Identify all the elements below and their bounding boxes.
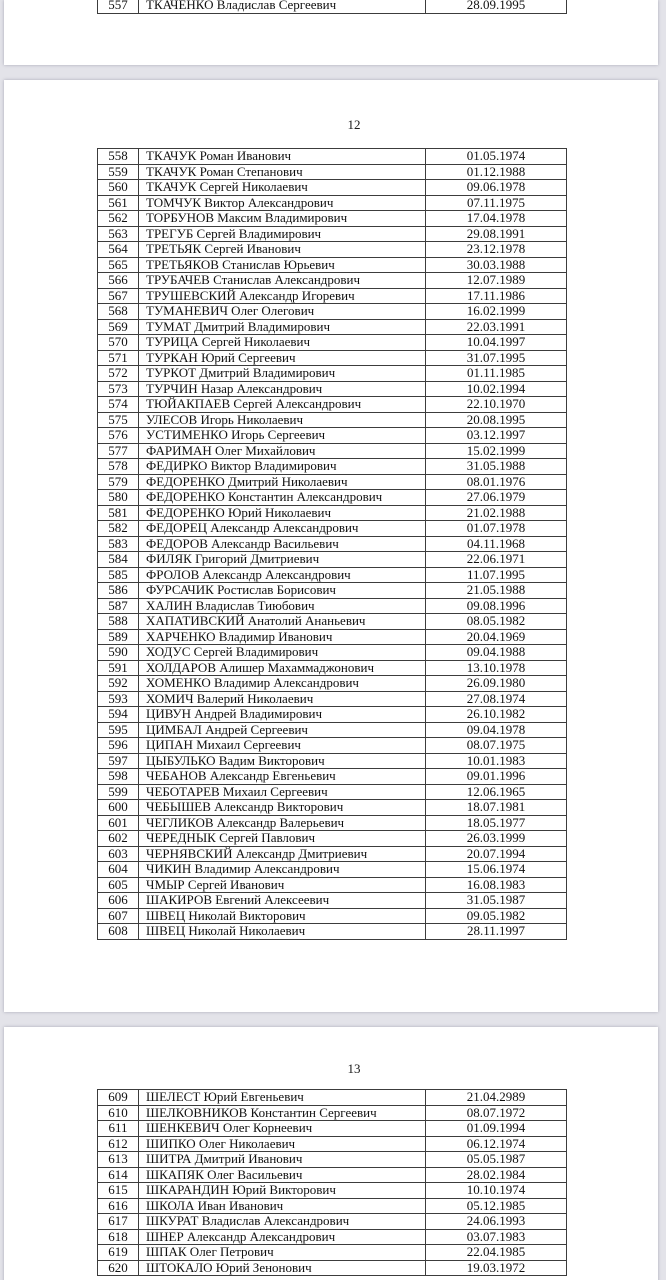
cell-number: 586 [98, 583, 139, 599]
table-row [98, 428, 567, 444]
table-row [98, 474, 567, 490]
cell-name: ТРЕГУБ Сергей Владимирович [139, 226, 426, 242]
cell-birthdate: 08.05.1982 [426, 614, 567, 630]
table-row [98, 1090, 567, 1106]
cell-birthdate: 13.10.1978 [426, 660, 567, 676]
cell-number: 579 [98, 474, 139, 490]
cell-number: 580 [98, 490, 139, 506]
cell-number: 569 [98, 319, 139, 335]
cell-number: 608 [98, 924, 139, 940]
table-row [98, 660, 567, 676]
table-row [98, 629, 567, 645]
table-row [98, 769, 567, 785]
table-row [98, 0, 567, 13]
cell-birthdate: 21.02.1988 [426, 505, 567, 521]
table-row [98, 1198, 567, 1214]
table-row [98, 1167, 567, 1183]
cell-name: ФУРСАЧИК Ростислав Борисович [139, 583, 426, 599]
cell-number: 570 [98, 335, 139, 351]
cell-name: ФЕДОРЕНКО Дмитрий Николаевич [139, 474, 426, 490]
cell-number: 574 [98, 397, 139, 413]
cell-name: ТУРЧИН Назар Александрович [139, 381, 426, 397]
cell-birthdate: 19.03.1972 [426, 1260, 567, 1276]
table-row [98, 924, 567, 940]
page-number: 12 [347, 117, 361, 132]
table-row [98, 1152, 567, 1168]
table-row [98, 536, 567, 552]
cell-name: ФЕДОРОВ Александр Васильевич [139, 536, 426, 552]
cell-birthdate: 26.10.1982 [426, 707, 567, 723]
cell-birthdate: 09.04.1988 [426, 645, 567, 661]
table-row [98, 397, 567, 413]
table-row [98, 908, 567, 924]
cell-name: ТОРБУНОВ Максим Владимирович [139, 211, 426, 227]
cell-name: ЦИПАН Михаил Сергеевич [139, 738, 426, 754]
cell-name: ЧЕБАНОВ Александр Евгеньевич [139, 769, 426, 785]
cell-birthdate: 26.03.1999 [426, 831, 567, 847]
table-row [98, 722, 567, 738]
table-row [98, 288, 567, 304]
cell-number: 613 [98, 1152, 139, 1168]
table-row [98, 753, 567, 769]
cell-name: ТУМАНЕВИЧ Олег Олегович [139, 304, 426, 320]
cell-number: 589 [98, 629, 139, 645]
cell-name: ШЕЛКОВНИКОВ Константин Сергеевич [139, 1105, 426, 1121]
document-page-13 [4, 1027, 658, 1280]
table-row [98, 319, 567, 335]
cell-number: 590 [98, 645, 139, 661]
table-row [98, 304, 567, 320]
table-row [98, 149, 567, 165]
cell-birthdate: 09.04.1978 [426, 722, 567, 738]
table-row [98, 800, 567, 816]
cell-name: ШНЕР Александр Александрович [139, 1229, 426, 1245]
cell-birthdate: 07.11.1975 [426, 195, 567, 211]
cell-number: 620 [98, 1260, 139, 1276]
cell-number: 611 [98, 1121, 139, 1137]
cell-number: 566 [98, 273, 139, 289]
cell-number: 585 [98, 567, 139, 583]
table-row [98, 505, 567, 521]
cell-number: 599 [98, 784, 139, 800]
cell-name: ШИТРА Дмитрий Иванович [139, 1152, 426, 1168]
cell-number: 593 [98, 691, 139, 707]
cell-birthdate: 15.02.1999 [426, 443, 567, 459]
cell-name: ФЕДОРЕЦ Александр Александрович [139, 521, 426, 537]
cell-birthdate: 22.10.1970 [426, 397, 567, 413]
cell-name: ШКАПЯК Олег Васильевич [139, 1167, 426, 1183]
table-row [98, 846, 567, 862]
cell-birthdate: 24.06.1993 [426, 1214, 567, 1230]
cell-number: 588 [98, 614, 139, 630]
cell-name: ЦЫБУЛЬКО Вадим Викторович [139, 753, 426, 769]
cell-name: ТЮЙАКПАЕВ Сергей Александрович [139, 397, 426, 413]
table-row [98, 273, 567, 289]
table-row [98, 815, 567, 831]
table-row [98, 676, 567, 692]
table-row [98, 412, 567, 428]
cell-name: ШКАРАНДИН Юрий Викторович [139, 1183, 426, 1199]
cell-birthdate: 11.07.1995 [426, 567, 567, 583]
cell-name: ХОЛДАРОВ Алишер Махаммаджонович [139, 660, 426, 676]
cell-name: ТКАЧУК Роман Степанович [139, 164, 426, 180]
cell-birthdate: 10.10.1974 [426, 1183, 567, 1199]
table-row [98, 242, 567, 258]
cell-number: 587 [98, 598, 139, 614]
cell-name: ЧЕГЛИКОВ Александр Валерьевич [139, 815, 426, 831]
table-row [98, 335, 567, 351]
cell-number: 559 [98, 164, 139, 180]
cell-birthdate: 30.03.1988 [426, 257, 567, 273]
table-row [98, 893, 567, 909]
table-row [98, 831, 567, 847]
document-page-12 [4, 80, 658, 1012]
table-row [98, 1183, 567, 1199]
cell-birthdate: 01.09.1994 [426, 1121, 567, 1137]
cell-birthdate: 17.04.1978 [426, 211, 567, 227]
cell-name: ЧМЫР Сергей Иванович [139, 877, 426, 893]
cell-name: ФИЛЯК Григорий Дмитриевич [139, 552, 426, 568]
table-row [98, 490, 567, 506]
cell-birthdate: 12.07.1989 [426, 273, 567, 289]
cell-number: 572 [98, 366, 139, 382]
cell-birthdate: 26.09.1980 [426, 676, 567, 692]
cell-name: УСТИМЕНКО Игорь Сергеевич [139, 428, 426, 444]
cell-number: 571 [98, 350, 139, 366]
page-number: 13 [347, 1061, 361, 1076]
cell-name: ТРУШЕВСКИЙ Александр Игоревич [139, 288, 426, 304]
cell-birthdate: 27.08.1974 [426, 691, 567, 707]
cell-birthdate: 18.07.1981 [426, 800, 567, 816]
cell-number: 578 [98, 459, 139, 475]
cell-number: 575 [98, 412, 139, 428]
cell-birthdate: 01.12.1988 [426, 164, 567, 180]
table-row [98, 598, 567, 614]
cell-birthdate: 09.06.1978 [426, 180, 567, 196]
cell-birthdate: 18.05.1977 [426, 815, 567, 831]
cell-number: 609 [98, 1090, 139, 1106]
cell-birthdate: 31.07.1995 [426, 350, 567, 366]
cell-number: 561 [98, 195, 139, 211]
cell-number: 591 [98, 660, 139, 676]
cell-name: ХАПАТИВСКИЙ Анатолий Ананьевич [139, 614, 426, 630]
cell-number: 581 [98, 505, 139, 521]
cell-birthdate: 31.05.1987 [426, 893, 567, 909]
cell-number: 597 [98, 753, 139, 769]
cell-birthdate: 21.05.1988 [426, 583, 567, 599]
table-row [98, 164, 567, 180]
cell-name: ФАРИМАН Олег Михайлович [139, 443, 426, 459]
cell-number: 565 [98, 257, 139, 273]
cell-name: ХАРЧЕНКО Владимир Иванович [139, 629, 426, 645]
cell-birthdate: 08.07.1975 [426, 738, 567, 754]
cell-name: ШВЕЦ Николай Викторович [139, 908, 426, 924]
cell-birthdate: 03.07.1983 [426, 1229, 567, 1245]
cell-birthdate: 09.05.1982 [426, 908, 567, 924]
cell-name: ШАКИРОВ Евгений Алексеевич [139, 893, 426, 909]
cell-name: ЧЕРЕДНЫК Сергей Павлович [139, 831, 426, 847]
table-row [98, 1260, 567, 1276]
cell-birthdate: 28.02.1984 [426, 1167, 567, 1183]
cell-number: 607 [98, 908, 139, 924]
table-row [98, 583, 567, 599]
cell-birthdate: 09.01.1996 [426, 769, 567, 785]
cell-birthdate: 05.12.1985 [426, 1198, 567, 1214]
cell-number: 558 [98, 149, 139, 165]
cell-name: ТРЕТЬЯК Сергей Иванович [139, 242, 426, 258]
cell-birthdate: 20.04.1969 [426, 629, 567, 645]
table-row [98, 211, 567, 227]
table-row [98, 257, 567, 273]
cell-number: 618 [98, 1229, 139, 1245]
table-row [98, 350, 567, 366]
cell-number: 562 [98, 211, 139, 227]
cell-number: 583 [98, 536, 139, 552]
cell-number: 617 [98, 1214, 139, 1230]
cell-number: 605 [98, 877, 139, 893]
cell-name: ХОДУС Сергей Владимирович [139, 645, 426, 661]
cell-birthdate: 01.05.1974 [426, 149, 567, 165]
cell-birthdate: 10.04.1997 [426, 335, 567, 351]
cell-birthdate: 01.11.1985 [426, 366, 567, 382]
cell-birthdate: 12.06.1965 [426, 784, 567, 800]
table-row [98, 691, 567, 707]
cell-name: ХАЛИН Владислав Тиюбович [139, 598, 426, 614]
table-row [98, 645, 567, 661]
cell-birthdate: 28.11.1997 [426, 924, 567, 940]
cell-birthdate: 27.06.1979 [426, 490, 567, 506]
cell-number: 568 [98, 304, 139, 320]
cell-number: 610 [98, 1105, 139, 1121]
cell-birthdate: 21.04.2989 [426, 1090, 567, 1106]
cell-name: ШИПКО Олег Николаевич [139, 1136, 426, 1152]
cell-name: ТУМАТ Дмитрий Владимирович [139, 319, 426, 335]
table-row [98, 1229, 567, 1245]
table-row [98, 552, 567, 568]
cell-name: ХОМИЧ Валерий Николаевич [139, 691, 426, 707]
cell-name: УЛЕСОВ Игорь Николаевич [139, 412, 426, 428]
cell-birthdate: 22.06.1971 [426, 552, 567, 568]
cell-birthdate: 29.08.1991 [426, 226, 567, 242]
cell-number: 614 [98, 1167, 139, 1183]
document-page-partial [4, 0, 658, 65]
table-row [98, 443, 567, 459]
roster-table [97, 0, 567, 14]
table-row [98, 381, 567, 397]
cell-name: ТРЕТЬЯКОВ Станислав Юрьевич [139, 257, 426, 273]
cell-birthdate: 20.08.1995 [426, 412, 567, 428]
cell-birthdate: 03.12.1997 [426, 428, 567, 444]
cell-name: ТУРКАН Юрий Сергеевич [139, 350, 426, 366]
cell-name: ЧЕРНЯВСКИЙ Александр Дмитриевич [139, 846, 426, 862]
table-row [98, 707, 567, 723]
cell-birthdate: 09.08.1996 [426, 598, 567, 614]
table-row [98, 614, 567, 630]
cell-birthdate: 05.05.1987 [426, 1152, 567, 1168]
cell-number: 604 [98, 862, 139, 878]
cell-birthdate: 16.02.1999 [426, 304, 567, 320]
table-row [98, 521, 567, 537]
table-row [98, 195, 567, 211]
table-row [98, 226, 567, 242]
cell-birthdate: 22.04.1985 [426, 1245, 567, 1261]
cell-name: ФЕДОРЕНКО Юрий Николаевич [139, 505, 426, 521]
cell-name: ТУРИЦА Сергей Николаевич [139, 335, 426, 351]
cell-name: ШКОЛА Иван Иванович [139, 1198, 426, 1214]
cell-birthdate: 20.07.1994 [426, 846, 567, 862]
cell-number: 595 [98, 722, 139, 738]
cell-birthdate: 16.08.1983 [426, 877, 567, 893]
cell-number: 619 [98, 1245, 139, 1261]
cell-number: 584 [98, 552, 139, 568]
table-row [98, 862, 567, 878]
roster-table [97, 1089, 567, 1276]
cell-name: ТКАЧЕНКО Владислав Сергеевич [139, 0, 426, 13]
cell-birthdate: 10.02.1994 [426, 381, 567, 397]
cell-number: 600 [98, 800, 139, 816]
cell-number: 560 [98, 180, 139, 196]
cell-name: ШТОКАЛО Юрий Зенонович [139, 1260, 426, 1276]
cell-number: 594 [98, 707, 139, 723]
cell-name: ШЕЛЕСТ Юрий Евгеньевич [139, 1090, 426, 1106]
cell-name: ШВЕЦ Николай Николаевич [139, 924, 426, 940]
table-row [98, 877, 567, 893]
cell-number: 592 [98, 676, 139, 692]
cell-birthdate: 17.11.1986 [426, 288, 567, 304]
cell-name: ФЕДОРЕНКО Константин Александрович [139, 490, 426, 506]
cell-birthdate: 23.12.1978 [426, 242, 567, 258]
cell-name: ЧЕБОТАРЕВ Михаил Сергеевич [139, 784, 426, 800]
cell-number: 601 [98, 815, 139, 831]
cell-name: ТКАЧУК Роман Иванович [139, 149, 426, 165]
cell-name: ХОМЕНКО Владимир Александрович [139, 676, 426, 692]
table-row [98, 180, 567, 196]
cell-name: ФРОЛОВ Александр Александрович [139, 567, 426, 583]
cell-birthdate: 01.07.1978 [426, 521, 567, 537]
cell-number: 557 [98, 0, 139, 13]
cell-number: 603 [98, 846, 139, 862]
table-row [98, 366, 567, 382]
cell-birthdate: 31.05.1988 [426, 459, 567, 475]
table-row [98, 738, 567, 754]
cell-name: ШКУРАТ Владислав Александрович [139, 1214, 426, 1230]
table-row [98, 784, 567, 800]
cell-birthdate: 08.01.1976 [426, 474, 567, 490]
table-row [98, 1105, 567, 1121]
cell-name: ШПАК Олег Петрович [139, 1245, 426, 1261]
cell-number: 567 [98, 288, 139, 304]
cell-name: ЦИВУН Андрей Владимирович [139, 707, 426, 723]
cell-birthdate: 15.06.1974 [426, 862, 567, 878]
cell-number: 616 [98, 1198, 139, 1214]
cell-number: 598 [98, 769, 139, 785]
cell-name: ШЕНКЕВИЧ Олег Корнеевич [139, 1121, 426, 1137]
cell-name: ЧИКИН Владимир Александрович [139, 862, 426, 878]
table-row [98, 567, 567, 583]
table-row [98, 1136, 567, 1152]
cell-number: 573 [98, 381, 139, 397]
cell-name: ТУРКОТ Дмитрий Владимирович [139, 366, 426, 382]
cell-name: ТОМЧУК Виктор Александрович [139, 195, 426, 211]
cell-number: 576 [98, 428, 139, 444]
cell-name: ТКАЧУК Сергей Николаевич [139, 180, 426, 196]
cell-birthdate: 10.01.1983 [426, 753, 567, 769]
roster-table [97, 148, 567, 940]
cell-number: 602 [98, 831, 139, 847]
cell-birthdate: 08.07.1972 [426, 1105, 567, 1121]
cell-number: 615 [98, 1183, 139, 1199]
cell-name: ЦИМБАЛ Андрей Сергеевич [139, 722, 426, 738]
cell-birthdate: 04.11.1968 [426, 536, 567, 552]
cell-birthdate: 06.12.1974 [426, 1136, 567, 1152]
cell-number: 564 [98, 242, 139, 258]
cell-name: ТРУБАЧЕВ Станислав Александрович [139, 273, 426, 289]
cell-name: ЧЕБЫШЕВ Александр Викторович [139, 800, 426, 816]
cell-name: ФЕДИРКО Виктор Владимирович [139, 459, 426, 475]
table-row [98, 459, 567, 475]
cell-number: 582 [98, 521, 139, 537]
cell-number: 606 [98, 893, 139, 909]
cell-number: 563 [98, 226, 139, 242]
cell-number: 612 [98, 1136, 139, 1152]
table-row [98, 1121, 567, 1137]
cell-number: 577 [98, 443, 139, 459]
table-row [98, 1245, 567, 1261]
cell-birthdate: 28.09.1995 [426, 0, 567, 13]
table-row [98, 1214, 567, 1230]
cell-birthdate: 22.03.1991 [426, 319, 567, 335]
cell-number: 596 [98, 738, 139, 754]
